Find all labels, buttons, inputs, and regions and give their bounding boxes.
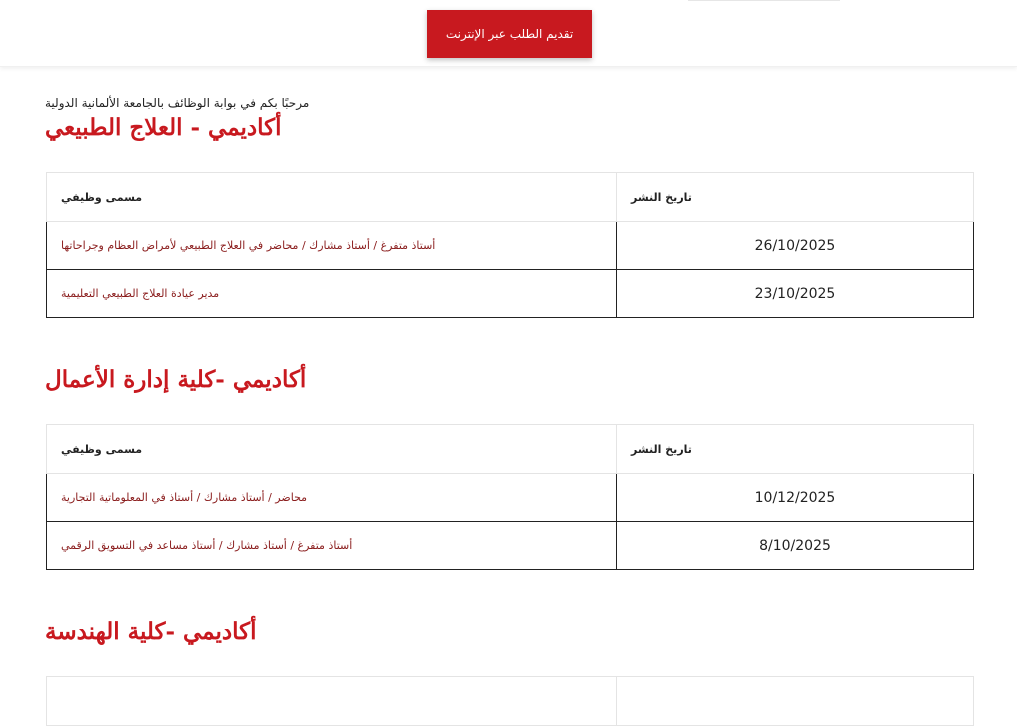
header-divider [688,0,840,1]
apply-online-button[interactable]: تقديم الطلب عبر الإنترنت [427,10,592,58]
publish-date-cell: 23/10/2025 [617,270,974,318]
top-header [0,0,1017,67]
column-header-publish-date [617,677,974,726]
job-title-cell [47,474,617,522]
jobs-table-engineering [46,676,974,726]
job-link[interactable]: أستاذ متفرغ / أستاذ مشارك / أستاذ مساعد في التسويق الرقمي [61,539,353,552]
column-header-job-title: مسمى وظيفي [47,173,617,222]
table-row [47,474,974,522]
section-title-physiotherapy: أكاديمي - العلاج الطبيعي [45,114,282,141]
job-link[interactable]: محاضر / أستاذ مشارك / أستاذ في المعلوماتية التجارية [61,491,308,504]
column-header-job-title: مسمى وظيفي [47,425,617,474]
job-title-cell [47,270,617,318]
job-title-cell [47,222,617,270]
job-link[interactable]: مدير عيادة العلاج الطبيعي التعليمية [61,287,220,300]
table-row [47,270,974,318]
table-row [47,522,974,570]
column-header-publish-date: تاريخ النشر [617,425,974,474]
jobs-table-business [46,424,974,570]
table-header-row [47,425,974,474]
column-header-job-title [47,677,617,726]
table-header-row [47,173,974,222]
section-title-business: أكاديمي -كلية إدارة الأعمال [45,366,307,393]
publish-date-cell: 8/10/2025 [617,522,974,570]
jobs-table-physiotherapy [46,172,974,318]
job-link[interactable]: أستاذ متفرغ / أستاذ مشارك / محاضر في العلاج الطبيعي لأمراض العظام وجراحاتها [61,239,436,252]
publish-date-cell: 10/12/2025 [617,474,974,522]
column-header-publish-date: تاريخ النشر [617,173,974,222]
job-title-cell [47,522,617,570]
table-row [47,222,974,270]
welcome-text: مرحبًا بكم في بوابة الوظائف بالجامعة الألمانية الدولية [45,96,310,110]
section-title-engineering: أكاديمي -كلية الهندسة [45,618,257,645]
publish-date-cell: 26/10/2025 [617,222,974,270]
table-header-row [47,677,974,726]
